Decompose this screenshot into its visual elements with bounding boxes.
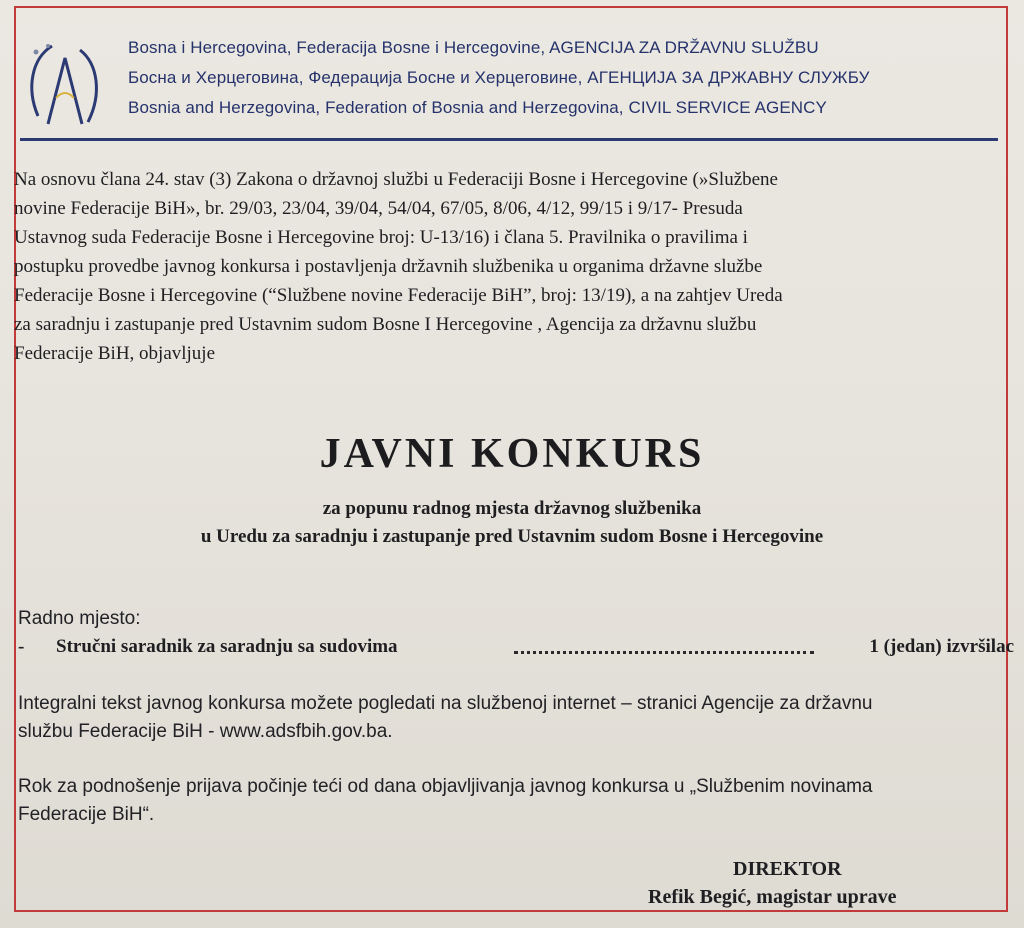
agency-name-cyrillic: Босна и Херцеговина, Федерација Босне и Херцеговине, АГЕНЦИЈА ЗА ДРЖАВНУ СЛУЖБУ [128,68,870,87]
subtitle-line: za popunu radnog mjesta državnog službenika [322,498,702,519]
agency-header [22,30,1002,142]
intro-line: Federacije Bosne i Hercegovine (“Službene novine Federacije BiH”, broj: 13/19), a na zahtjev Ureda [14,285,783,306]
agency-name-latin: Bosna i Hercegovina, Federacija Bosne i Hercegovine, AGENCIJA ZA DRŽAVNU SLUŽBU [128,38,819,57]
header-divider [20,138,998,141]
document-title: JAVNI KONKURS [319,431,705,477]
paragraph-line: Integralni tekst javnog konkursa možete pogledati na službenoj internet – stranici Agencije za državnu [18,693,873,714]
position-count: 1 (jedan) izvršilac [869,636,1014,657]
subtitle-line: u Uredu za saradnju i zastupanje pred Ustavnim sudom Bosne i Hercegovine [200,526,824,547]
paragraph-line: službu Federacije BiH - www.adsfbih.gov.ba. [18,721,393,742]
dot-leader [514,651,814,654]
agency-name-english: Bosnia and Herzegovina, Federation of Bosnia and Herzegovina, CIVIL SERVICE AGENCY [128,98,827,117]
signature-name: Refik Begić, magistar uprave [648,886,897,908]
intro-line: novine Federacije BiH», br. 29/03, 23/04, 39/04, 54/04, 67/05, 8/06, 4/12, 99/15 i 9/17- Presuda [14,198,743,219]
signature-role: DIREKTOR [733,858,842,880]
intro-line: Federacije BiH, objavljuje [14,343,216,364]
position-bullet: - [18,636,25,657]
intro-line: postupku provedbe javnog konkursa i postavljenja državnih službenika u organima državne službe [14,256,763,277]
intro-paragraph [14,165,1004,368]
website-paragraph [18,690,1018,746]
intro-line: Na osnovu člana 24. stav (3) Zakona o državnoj službi u Federaciji Bosne i Hercegovine (»Službene [14,169,778,190]
agency-logo-icon [22,38,108,134]
position-name: Stručni saradnik za saradnju sa sudovima [56,636,398,657]
intro-line: za saradnju i zastupanje pred Ustavnim sudom Bosne I Hercegovine , Agencija za državnu službu [14,314,757,335]
position-row [18,636,1014,666]
deadline-paragraph [18,773,1018,829]
paragraph-line: Rok za podnošenje prijava počinje teći od dana objavljivanja javnog konkursa u „Službenim novinama [18,776,873,797]
position-heading: Radno mjesto: [18,608,141,629]
paragraph-line: Federacije BiH“. [18,804,155,825]
intro-line: Ustavnog suda Federacije Bosne i Hercegovine broj: U-13/16) i člana 5. Pravilnika o pravilima i [14,227,748,248]
